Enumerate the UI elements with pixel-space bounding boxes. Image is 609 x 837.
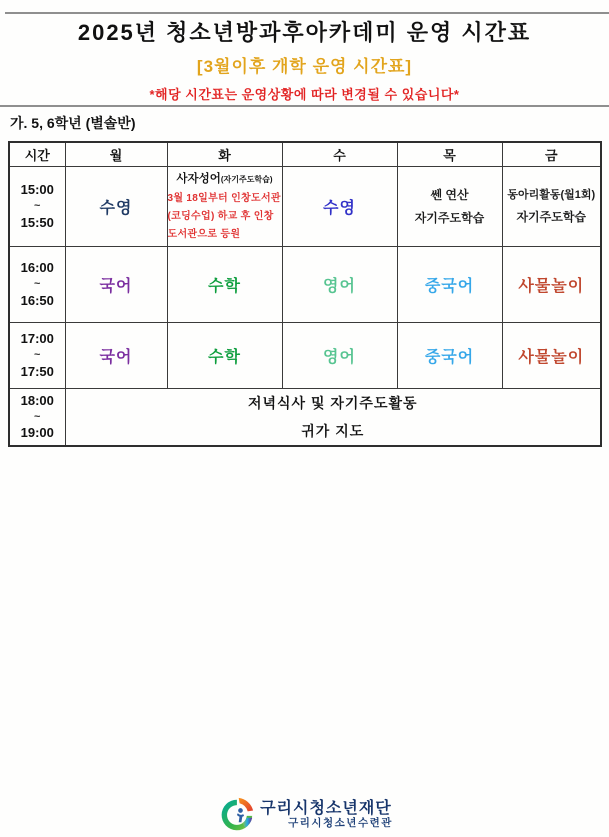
sub-organization-name: 구리시청소년수련관 [288,817,393,830]
col-header-thursday: 목 [397,142,502,167]
cell-evening-span [65,389,601,447]
time-end: 17:50 [20,363,54,379]
table-row-1800 [9,389,601,447]
organization-name: 구리시청소년재단 [260,800,392,818]
subject-math: 수학 [208,278,241,295]
subject-chinese: 중국어 [424,349,475,366]
cell-mon-1700 [65,323,167,389]
page-title: 2025년 청소년방과후아카데미 운영 시간표 [77,20,532,45]
col-header-time: 시간 [9,142,65,167]
time-cell [9,167,65,247]
notice-text: *해당 시간표는 운영상황에 따라 변경될 수 있습니다* [149,87,460,102]
subject-chinese: 중국어 [424,278,475,295]
subject-samulnori: 사물놀이 [518,278,585,295]
cell-tue-1700 [167,323,282,389]
cell-thu-1600 [397,247,502,323]
time-cell [9,323,65,389]
time-start: 18:00 [20,392,54,408]
page-subtitle: [3월이후 개학 운영 시간표] [196,57,413,76]
subject-swimming: 수영 [99,200,133,217]
subject-club-activity: 동아리활동(월1회) [507,188,596,201]
footer-logo-text [260,801,393,829]
col-header-wednesday: 수 [282,142,397,167]
time-tilde: ~ [34,278,41,291]
time-start: 15:00 [20,182,54,198]
header-row [9,142,601,167]
subject-english: 영어 [323,349,356,366]
subject-ssen-math: 쎈 연산 [430,187,469,202]
cell-mon-1500 [65,167,167,247]
cell-wed-1600 [282,247,397,323]
going-home-guidance-label: 귀가 지도 [301,423,365,439]
subject-english: 영어 [323,278,356,295]
subject-idioms-label: 사자성어 [176,172,221,185]
time-end: 15:50 [20,214,54,230]
cell-tue-1500 [167,167,282,247]
subject-korean: 국어 [99,278,133,295]
col-header-tuesday: 화 [167,142,282,167]
time-cell [9,389,65,447]
cell-wed-1500 [282,167,397,247]
cell-wed-1700 [282,323,397,389]
subject-self-study: 자기주도학습 [414,210,485,225]
col-header-monday: 월 [65,142,167,167]
table-row-1700 [9,323,601,389]
cell-fri-1500 [502,167,601,247]
dinner-self-activity-label: 저녁식사 및 자기주도활동 [247,395,418,411]
cell-mon-1600 [65,247,167,323]
cell-thu-1700 [397,323,502,389]
guri-foundation-logo-icon [216,797,256,833]
subject-samulnori: 사물놀이 [518,349,585,366]
time-tilde: ~ [34,410,41,423]
timetable [8,141,602,447]
cell-fri-1700 [502,323,601,389]
time-end: 19:00 [20,425,54,441]
library-note: 3월 18일부터 인창도서관 (코딩수업) 하교 후 인창도서관으로 등원 [167,192,281,240]
section-label: 가. 5, 6학년 (별솔반) [10,115,136,131]
cell-thu-1500 [397,167,502,247]
header-divider [0,105,609,107]
col-header-friday: 금 [502,142,601,167]
time-tilde: ~ [34,200,41,213]
subject-self-study: 자기주도학습 [516,209,587,224]
time-start: 16:00 [20,260,54,276]
footer-logo [0,797,609,833]
time-start: 17:00 [20,331,54,347]
top-divider [5,12,609,14]
subject-idioms [168,170,282,186]
time-cell [9,247,65,323]
table-row-1600 [9,247,601,323]
subject-idioms-sublabel: (자기주도학습) [220,174,273,184]
subject-swimming: 수영 [323,200,356,217]
cell-fri-1600 [502,247,601,323]
table-row-1500 [9,167,601,247]
time-tilde: ~ [34,349,41,362]
subject-korean: 국어 [99,349,133,366]
time-end: 16:50 [20,292,54,308]
cell-tue-1600 [167,247,282,323]
subject-math: 수학 [208,349,241,366]
